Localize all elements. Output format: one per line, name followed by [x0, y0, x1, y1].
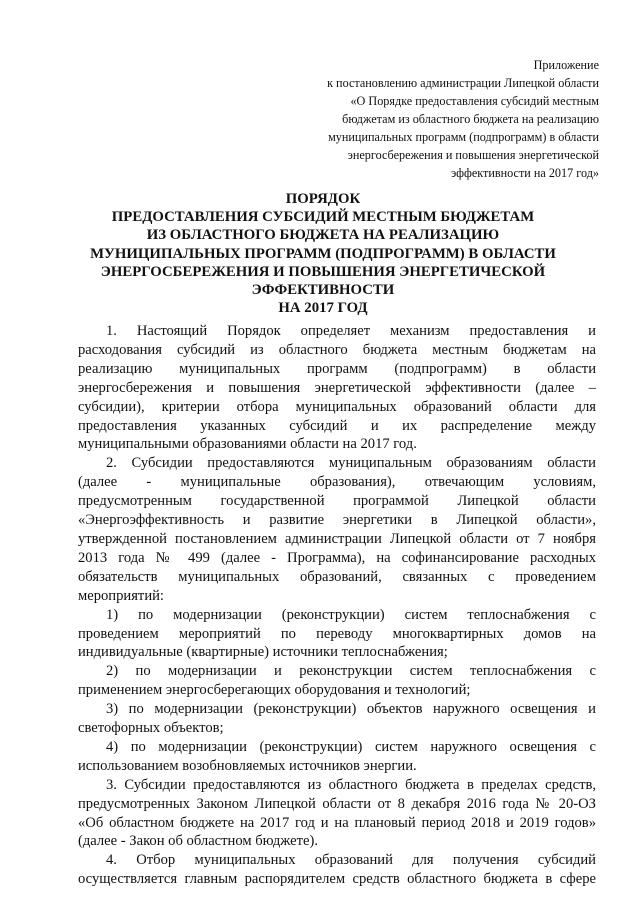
paragraph-line: расходования субсидий из областного бюджета местным бюджетам на [78, 341, 596, 358]
title-line: ПРЕДОСТАВЛЕНИЯ СУБСИДИЙ МЕСТНЫМ БЮДЖЕТАМ [111, 209, 535, 226]
appendix-line: муниципальных программ (подпрограмм) в области [328, 130, 599, 144]
paragraph-line: субсидии), критерии отбора муниципальных образований области для [78, 398, 596, 415]
paragraph-line: муниципальными образованиями области на 2017 год. [78, 436, 417, 453]
body-paragraph [78, 454, 596, 605]
paragraph-line: 1. Настоящий Порядок определяет механизм предоставления и [106, 323, 596, 339]
paragraph-line: энергосбережения и повышения энергетической эффективности (далее – [78, 379, 596, 396]
paragraph-line: утвержденной постановлением администрации Липецкой области от 7 ноября [78, 530, 596, 547]
paragraph-line: предоставления указанных субсидий и их распределение между [78, 417, 596, 434]
paragraph-line: применением энергосберегающих оборудования и технологий; [78, 682, 471, 699]
title-line: ПОРЯДОК [285, 191, 361, 207]
paragraph-line: светофорных объектов; [78, 720, 224, 737]
paragraph-line: 4. Отбор муниципальных образований для получения субсидий [106, 852, 596, 869]
paragraph-line: обязательств муниципальных образований, связанных с проведением [78, 568, 596, 585]
appendix-header [279, 56, 599, 182]
paragraph-line: «Об областном бюджете на 2017 год и на плановый период 2018 и 2019 годов» [78, 814, 596, 831]
body-paragraph [78, 662, 596, 700]
appendix-line: к постановлению администрации Липецкой области [327, 76, 599, 90]
appendix-line: «О Порядке предоставления субсидий местным [350, 94, 599, 108]
appendix-line: Приложение [533, 58, 599, 72]
body-paragraph [78, 776, 596, 852]
paragraph-line: 2013 года № 499 (далее - Программа), на софинансирование расходных [78, 549, 596, 566]
appendix-line: бюджетам из областного бюджета на реализацию [342, 112, 599, 126]
title-line: НА 2017 ГОД [278, 300, 368, 317]
paragraph-line: 1) по модернизации (реконструкции) систем теплоснабжения с [106, 606, 596, 623]
body-paragraph [78, 700, 596, 738]
paragraph-line: индивидуальные (квартирные) источники теплоснабжения; [78, 644, 448, 661]
appendix-line: энергосбережения и повышения энергетической [347, 148, 599, 162]
paragraph-line: 2) по модернизации и реконструкции систем теплоснабжения с [106, 663, 596, 680]
paragraph-line: (далее - Закон об областном бюджете). [78, 833, 318, 850]
body-paragraph [78, 738, 596, 776]
paragraph-line: 3. Субсидии предоставляются из областного бюджета в пределах средств, [106, 776, 596, 793]
paragraph-line: 4) по модернизации (реконструкции) систем наружного освещения с [106, 738, 596, 755]
title-line: ЭНЕРГОСБЕРЕЖЕНИЯ И ПОВЫШЕНИЯ ЭНЕРГЕТИЧЕСКОЙ [100, 263, 546, 280]
appendix-line: эффективности на 2017 год» [450, 166, 599, 180]
paragraph-line: использованием возобновляемых источников энергии. [78, 757, 417, 774]
body-paragraph [78, 851, 596, 889]
document-title [60, 190, 586, 317]
paragraph-line: «Энергоэффективность и развитие энергетики в Липецкой области», [78, 512, 596, 529]
paragraph-line: реализацию муниципальных программ (подпрограмм) в области [78, 360, 596, 377]
body-paragraph [78, 606, 596, 663]
paragraph-line: предусмотренных Законом Липецкой области от 8 декабря 2016 года № 20-ОЗ [78, 795, 596, 812]
body-paragraph [78, 322, 596, 454]
title-line: ИЗ ОБЛАСТНОГО БЮДЖЕТА НА РЕАЛИЗАЦИЮ [146, 227, 500, 244]
paragraph-line: осуществляется главным распорядителем средств областного бюджета в сфере [78, 871, 596, 888]
paragraph-line: (далее - муниципальные образования), отвечающим условиям, [78, 474, 596, 491]
paragraph-line: 3) по модернизации (реконструкции) объектов наружного освещения и [106, 701, 596, 718]
paragraph-line: мероприятий: [78, 587, 164, 604]
paragraph-line: проведением мероприятий по переводу многоквартирных домов на [78, 625, 596, 642]
paragraph-line: предусмотренным государственной программой Липецкой области [78, 493, 596, 510]
title-line: МУНИЦИПАЛЬНЫХ ПРОГРАММ (ПОДПРОГРАММ) В ОБЛАСТИ [90, 245, 556, 262]
document-body [78, 322, 596, 889]
paragraph-line: 2. Субсидии предоставляются муниципальным образованиям области [106, 455, 596, 472]
title-line: ЭФФЕКТИВНОСТИ [251, 282, 395, 299]
